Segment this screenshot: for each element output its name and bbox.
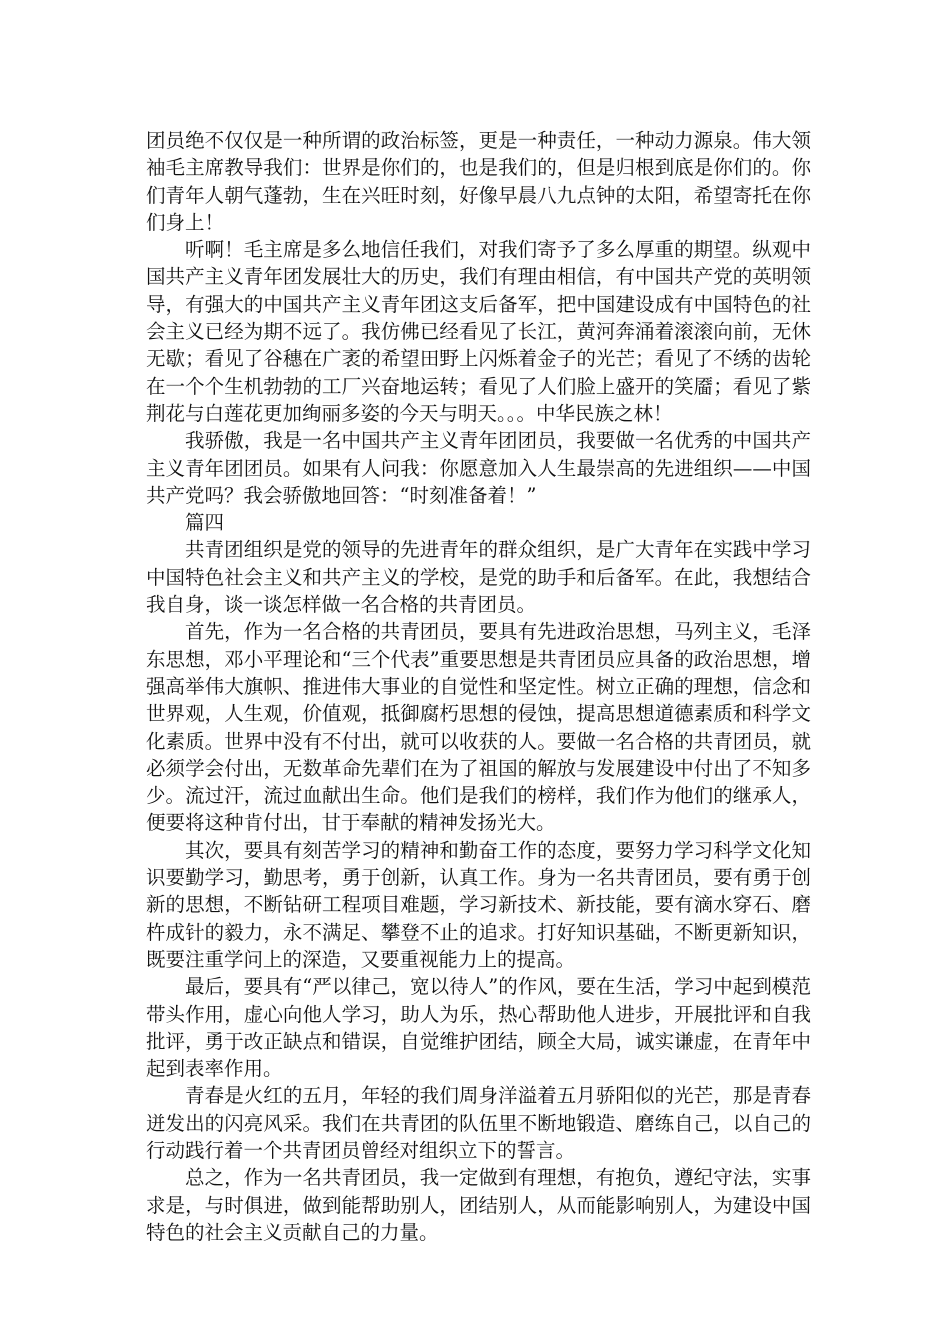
document-body <box>146 127 811 1246</box>
paragraph-2: 听啊！毛主席是多么地信任我们，对我们寄予了多么厚重的期望。纵观中国共产主义青年团发展壮大的历史，我们有理由相信，有中国共产党的英明领导，有强大的中国共产主义青年团这支后备军，把中国建设成有中国特色的社会主义已经为期不远了。我仿佛已经看见了长江，黄河奔涌着滚滚向前，无休无歇；看见了谷穗在广袤的希望田野上闪烁着金子的光芒；看见了不绣的齿轮在一个个生机勃勃的工厂兴奋地运转；看见了人们脸上盛开的笑靥；看见了紫荆花与白莲花更加绚丽多姿的今天与明天。。。中华民族之林！ <box>146 238 811 425</box>
paragraph-5: 首先，作为一名合格的共青团员，要具有先进政治思想，马列主义，毛泽东思想，邓小平理论和“三个代表”重要思想是共青团员应具备的政治思想，增强高举伟大旗帜、推进伟大事业的自觉性和坚定性。树立正确的理想，信念和世界观，人生观，价值观，抵御腐朽思想的侵蚀，提高思想道德素质和科学文化素质。世界中没有不付出，就可以收获的人。要做一名合格的共青团员，就必须学会付出，无数革命先辈们在为了祖国的解放与发展建设中付出了不知多少。流过汗，流过血献出生命。他们是我们的榜样，我们作为他们的继承人，便要将这种肯付出，甘于奉献的精神发扬光大。 <box>146 620 811 835</box>
paragraph-9: 总之，作为一名共青团员，我一定做到有理想，有抱负，遵纪守法，实事求是，与时俱进，做到能帮助别人，团结别人，从而能影响别人，为建设中国特色的社会主义贡献自己的力量。 <box>146 1166 811 1244</box>
paragraph-4: 共青团组织是党的领导的先进青年的群众组织，是广大青年在实践中学习中国特色社会主义和共产主义的学校，是党的助手和后备军。在此，我想结合我自身，谈一谈怎样做一名合格的共青团员。 <box>146 538 811 617</box>
paragraph-1: 团员绝不仅仅是一种所谓的政治标签，更是一种责任，一种动力源泉。伟大领袖毛主席教导我们：世界是你们的，也是我们的，但是归根到底是你们的。你们青年人朝气蓬勃，生在兴旺时刻，好像早晨八九点钟的太阳，希望寄托在你们身上！ <box>146 129 811 234</box>
paragraph-8: 青春是火红的五月，年轻的我们周身洋溢着五月骄阳似的光芒，那是青春迸发出的闪亮风采。我们在共青团的队伍里不断地锻造、磨练自己，以自己的行动践行着一个共青团员曾经对组织立下的誓言。 <box>146 1084 811 1162</box>
paragraph-3: 我骄傲，我是一名中国共产主义青年团团员，我要做一名优秀的中国共产主义青年团团员。如果有人问我：你愿意加入人生最崇高的先进组织——中国共产党吗？我会骄傲地回答：“时刻准备着！” <box>146 429 811 507</box>
paragraph-6: 其次，要具有刻苦学习的精神和勤奋工作的态度，要努力学习科学文化知识要勤学习，勤思考，勇于创新，认真工作。身为一名共青团员，要有勇于创新的思想，不断钻研工程项目难题，学习新技术、新技能，要有滴水穿石、磨杵成针的毅力，永不满足、攀登不止的追求。打好知识基础，不断更新知识，既要注重学问上的深造，又要重视能力上的提高。 <box>146 838 811 971</box>
paragraph-7: 最后，要具有“严以律己，宽以待人”的作风，要在生活，学习中起到模范带头作用，虚心向他人学习，助人为乐，热心帮助他人进步，开展批评和自我批评，勇于改正缺点和错误，自觉维护团结，顾全大局，诚实谦虚，在青年中起到表率作用。 <box>146 975 811 1081</box>
section-heading: 篇四 <box>185 511 225 535</box>
